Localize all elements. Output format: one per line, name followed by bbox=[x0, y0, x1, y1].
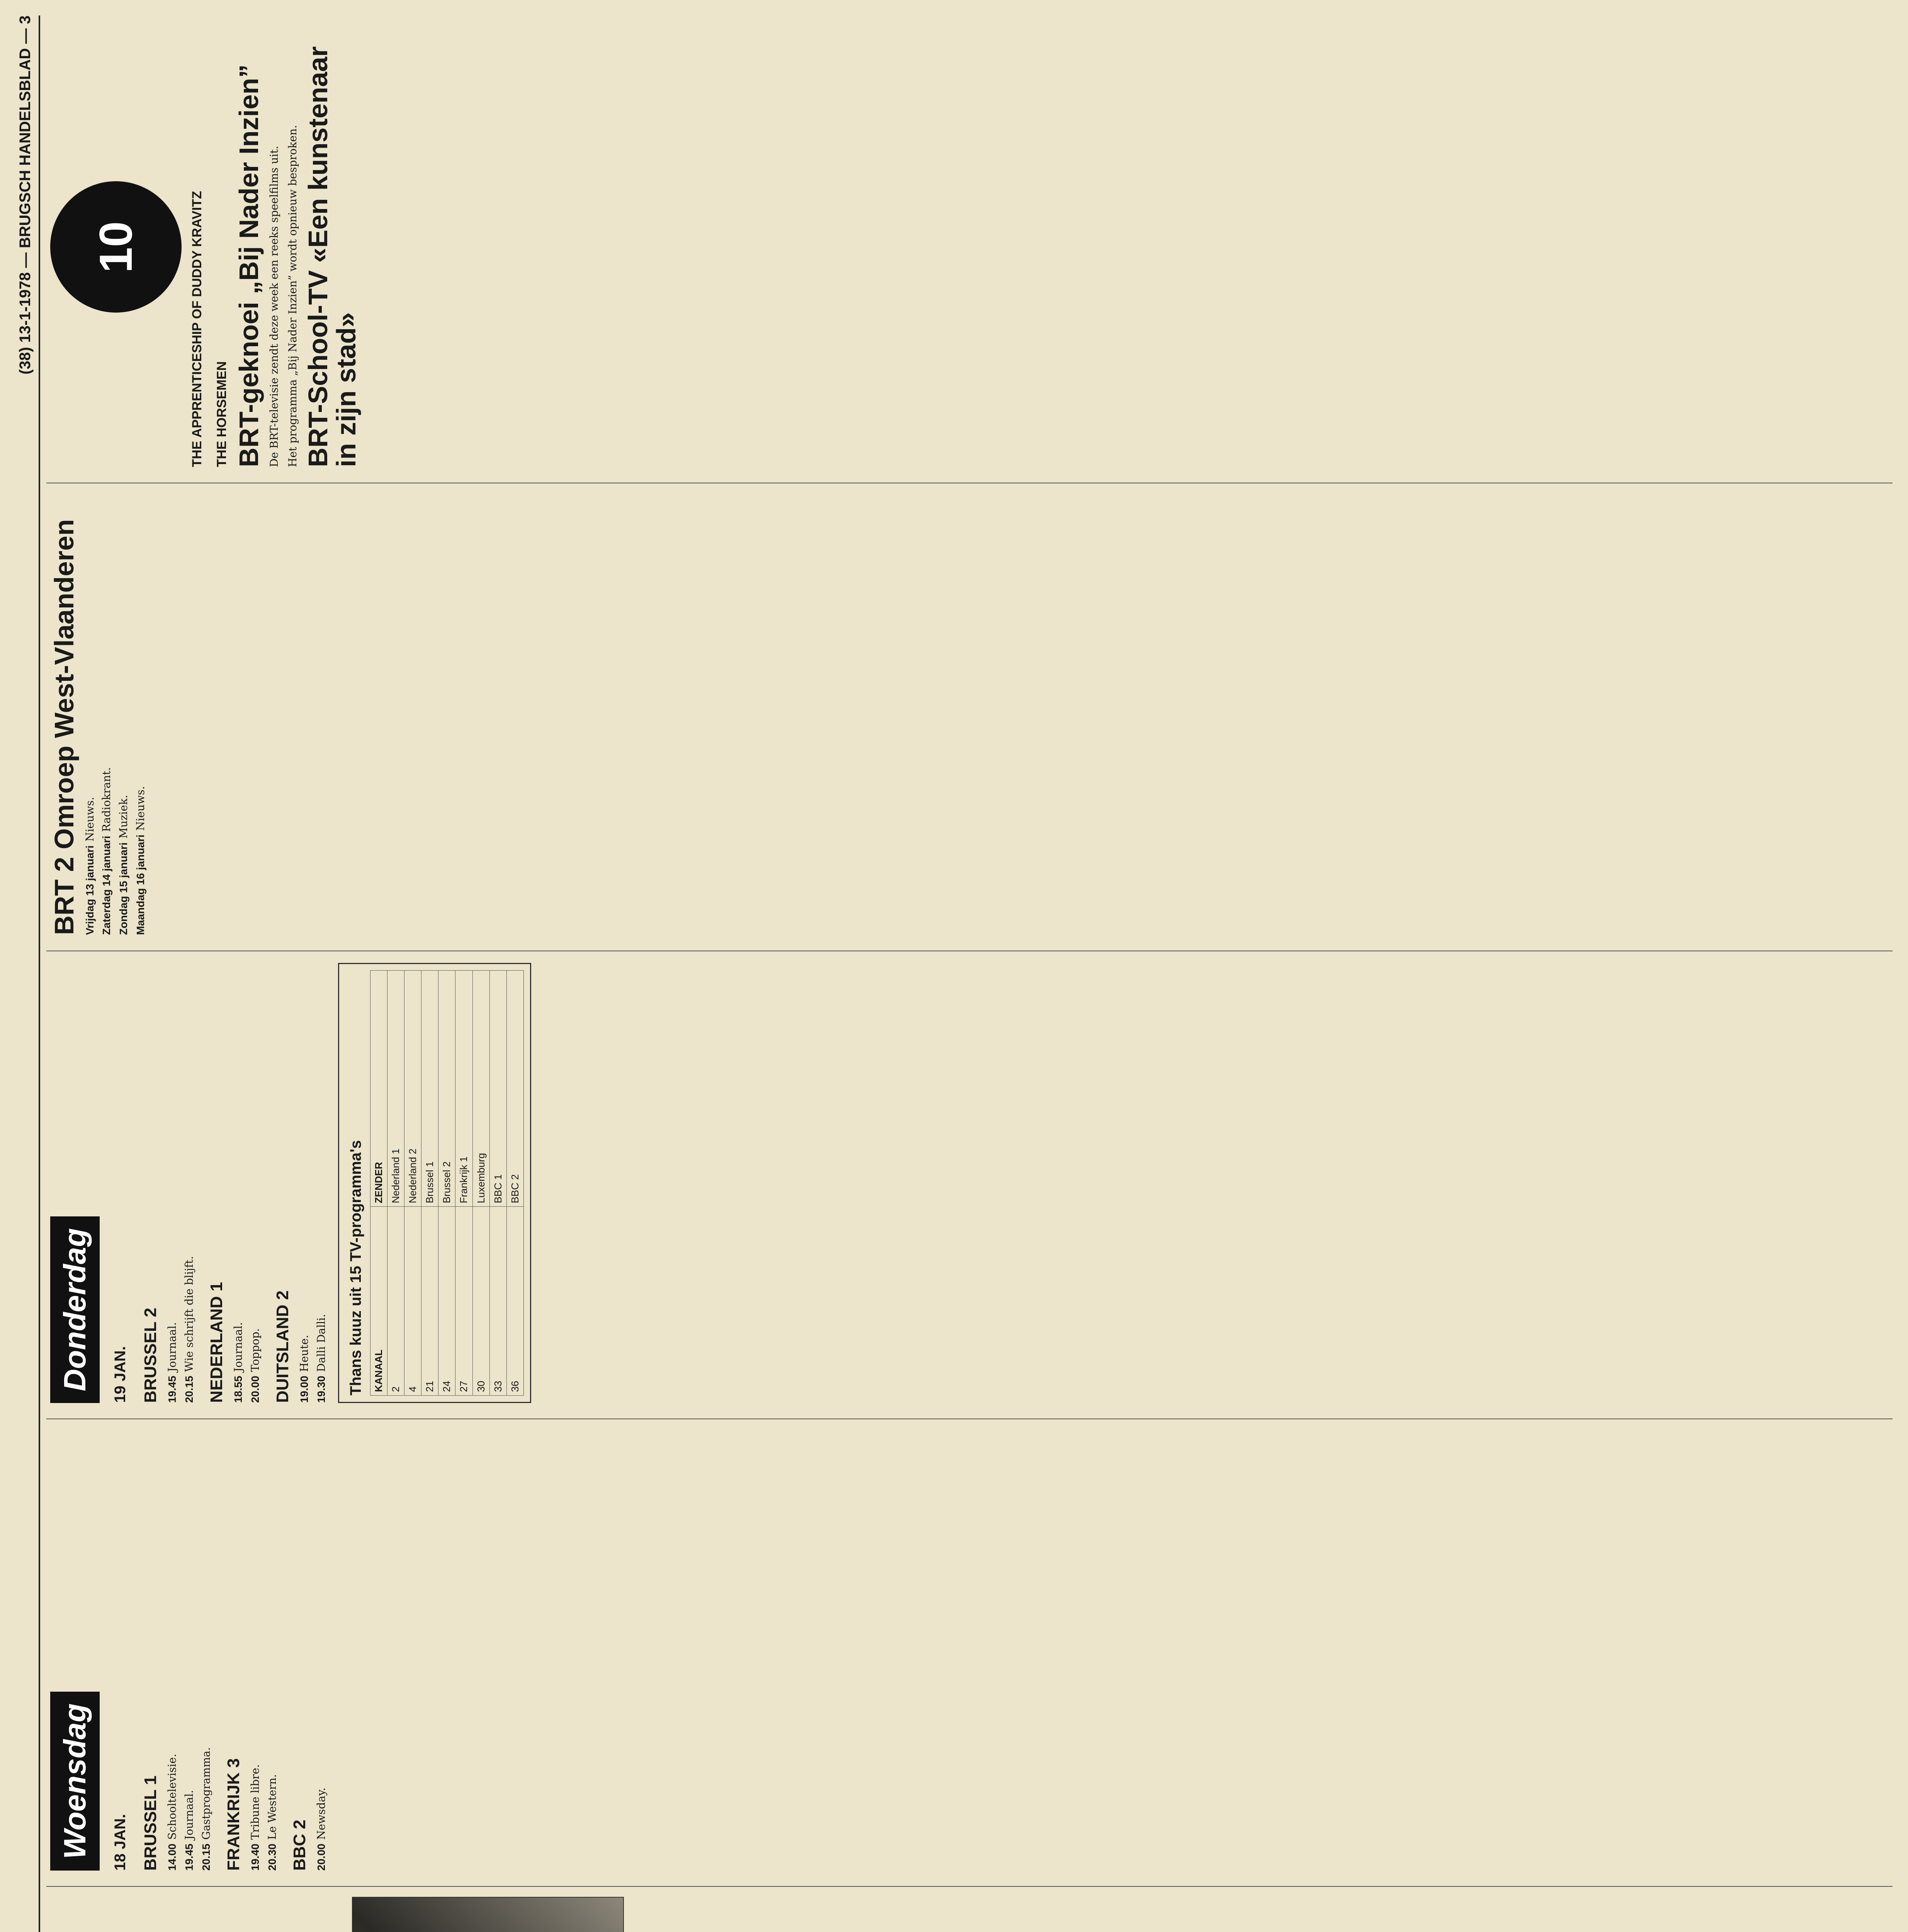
day-column-donderdag bbox=[46, 951, 1893, 1403]
program-title: Nieuws. bbox=[134, 786, 147, 831]
program-title: Heute. bbox=[298, 1335, 311, 1372]
table-row bbox=[421, 970, 438, 1395]
station-name: BRUSSEL 1 bbox=[141, 1776, 160, 1871]
column-header: ZENDER bbox=[370, 970, 387, 1206]
day-column-dinsdag bbox=[46, 1886, 1893, 1932]
table-cell: 21 bbox=[421, 1207, 438, 1395]
column-header: KANAAL bbox=[370, 1207, 387, 1395]
page-header bbox=[12, 15, 40, 1932]
table-cell: 4 bbox=[404, 1207, 421, 1395]
station-name bbox=[222, 1898, 245, 1932]
table-row bbox=[506, 970, 523, 1395]
portrait-photo bbox=[352, 1897, 624, 1932]
program-item bbox=[165, 1431, 180, 1871]
table-cell: BBC 2 bbox=[506, 970, 523, 1206]
table-cell: Brussel 1 bbox=[421, 970, 438, 1206]
program-title: Newsday. bbox=[315, 1787, 328, 1840]
program-item bbox=[199, 1898, 214, 1932]
program-item bbox=[165, 1898, 180, 1932]
station-block bbox=[139, 963, 197, 1403]
program-time: Maandag 16 januari bbox=[134, 834, 146, 935]
film-subtitle: THE HORSEMEN bbox=[214, 361, 229, 467]
table-cell: 33 bbox=[489, 1207, 506, 1395]
program-time: Zondag 15 januari bbox=[117, 842, 130, 935]
table-row bbox=[489, 970, 506, 1395]
program-item bbox=[116, 495, 131, 935]
films-column bbox=[46, 15, 1893, 467]
table-row bbox=[455, 970, 472, 1395]
table-row bbox=[387, 970, 404, 1395]
table-header-row bbox=[370, 970, 387, 1395]
station-block bbox=[139, 1431, 214, 1871]
program-title: Muziek. bbox=[117, 795, 130, 839]
program-item bbox=[297, 963, 312, 1403]
program-title: Tribune libre. bbox=[249, 1764, 262, 1840]
table-row bbox=[472, 970, 489, 1395]
station-block bbox=[271, 963, 329, 1403]
station-name: BRUSSEL 2 bbox=[141, 1308, 160, 1403]
table-cell: 36 bbox=[506, 1207, 523, 1395]
day-banner: Donderdag bbox=[50, 1216, 100, 1403]
film-title: THE APPRENTICESHIP OF DUDDY KRAVITZ bbox=[190, 191, 204, 467]
program-title: Le Western. bbox=[265, 1774, 279, 1840]
program-item bbox=[99, 495, 114, 935]
program-time: 19.45 bbox=[183, 1844, 195, 1871]
films-logo: 10 bbox=[50, 181, 182, 313]
program-item bbox=[83, 495, 97, 935]
program-title: Gastprogramma. bbox=[199, 1747, 212, 1840]
table-row bbox=[438, 970, 455, 1395]
program-time: 19.00 bbox=[298, 1376, 311, 1403]
program-item bbox=[314, 1431, 329, 1871]
day-date: 19 JAN. bbox=[112, 1346, 129, 1403]
header-right: (38) 13-1-1978 — BRUGSCH HANDELSBLAD — 3 bbox=[16, 15, 34, 375]
channel-table bbox=[370, 970, 524, 1396]
table-cell: Brussel 2 bbox=[438, 970, 455, 1206]
day-date: 18 JAN. bbox=[112, 1814, 129, 1871]
day-column-woensdag bbox=[46, 1418, 1893, 1871]
program-title: Schooltelevisie. bbox=[166, 1753, 179, 1840]
station-block bbox=[205, 963, 263, 1403]
table-cell: Nederland 2 bbox=[404, 970, 421, 1206]
program-item bbox=[314, 1898, 329, 1932]
table-cell: Frankrijk 1 bbox=[455, 970, 472, 1206]
program-item bbox=[265, 1898, 280, 1932]
program-title: Dalli Dalli. bbox=[315, 1314, 328, 1372]
program-item bbox=[331, 1898, 346, 1932]
program-item bbox=[265, 1431, 280, 1871]
day-date bbox=[110, 1898, 131, 1932]
program-title: Journaal. bbox=[166, 1322, 179, 1372]
program-title: Radiokrant. bbox=[100, 767, 113, 832]
program-title: Nieuws. bbox=[83, 797, 96, 842]
program-time: Zaterdag 14 januari bbox=[100, 835, 113, 935]
program-title: Journaal. bbox=[232, 1322, 245, 1372]
program-time: 14.00 bbox=[166, 1844, 178, 1871]
program-item bbox=[133, 495, 148, 935]
program-title: Wie schrijft die blijft. bbox=[183, 1256, 196, 1372]
day-banner: Woensdag bbox=[50, 1692, 100, 1871]
program-time: 19.45 bbox=[166, 1376, 178, 1403]
station-name bbox=[139, 1898, 162, 1932]
station-name: FRANKRIJK 3 bbox=[224, 1758, 243, 1871]
station-block bbox=[288, 1431, 329, 1871]
program-time: 18.55 bbox=[232, 1376, 245, 1403]
program-time: 20.00 bbox=[249, 1376, 262, 1403]
article-paragraph: De BRT-televisie zendt deze week een reeks speelfilms uit. bbox=[268, 146, 281, 467]
table-cell: 2 bbox=[387, 1207, 404, 1395]
station-block bbox=[222, 1431, 280, 1871]
program-time: Vrijdag 13 januari bbox=[83, 845, 96, 935]
program-item bbox=[248, 1431, 263, 1871]
second-article-title: BRT-School-TV «Een kunstenaar in zijn stad» bbox=[302, 46, 362, 467]
columns bbox=[46, 15, 1893, 1932]
table-cell: 27 bbox=[455, 1207, 472, 1395]
station-name: NEDERLAND 1 bbox=[207, 1282, 226, 1403]
table-cell: BBC 1 bbox=[489, 970, 506, 1206]
program-item bbox=[314, 963, 329, 1403]
station-name: DUITSLAND 2 bbox=[273, 1290, 292, 1403]
table-cell: Nederland 1 bbox=[387, 970, 404, 1206]
program-time: 20.15 bbox=[200, 1844, 212, 1871]
article-paragraph: Het programma „Bij Nader Inzien” wordt opnieuw besproken. bbox=[286, 125, 299, 467]
station-block bbox=[288, 1898, 346, 1932]
table-cell: 30 bbox=[472, 1207, 489, 1395]
station-name bbox=[288, 1898, 311, 1932]
program-time: 20.30 bbox=[266, 1844, 278, 1871]
table-cell: Luxemburg bbox=[472, 970, 489, 1206]
program-item bbox=[165, 963, 180, 1403]
article-title: BRT-geknoei „Bij Nader Inzien” bbox=[233, 64, 264, 467]
program-time: 20.15 bbox=[183, 1376, 195, 1403]
brt-radio-column bbox=[46, 483, 1893, 935]
program-item bbox=[182, 1898, 197, 1932]
program-time: 19.30 bbox=[315, 1376, 328, 1403]
station-block bbox=[222, 1898, 280, 1932]
program-title: Toppop. bbox=[249, 1328, 262, 1372]
station-name: BBC 2 bbox=[290, 1820, 309, 1871]
program-item bbox=[182, 963, 197, 1403]
channel-table-title: Thans kuuz uit 15 TV-programma's bbox=[347, 1140, 364, 1396]
program-item bbox=[182, 1431, 197, 1871]
brt-title: BRT 2 Omroep West-Vlaanderen bbox=[49, 519, 79, 935]
program-item bbox=[248, 963, 263, 1403]
program-item bbox=[248, 1898, 263, 1932]
program-item bbox=[199, 1431, 214, 1871]
photo-caption bbox=[630, 1898, 644, 1932]
table-cell: 24 bbox=[438, 1207, 455, 1395]
program-time: 19.40 bbox=[249, 1844, 262, 1871]
station-block bbox=[139, 1898, 214, 1932]
table-row bbox=[404, 970, 421, 1395]
channel-table-box bbox=[338, 963, 531, 1403]
program-title: Journaal. bbox=[183, 1790, 196, 1840]
program-item bbox=[231, 963, 246, 1403]
program-time: 20.00 bbox=[315, 1844, 328, 1871]
